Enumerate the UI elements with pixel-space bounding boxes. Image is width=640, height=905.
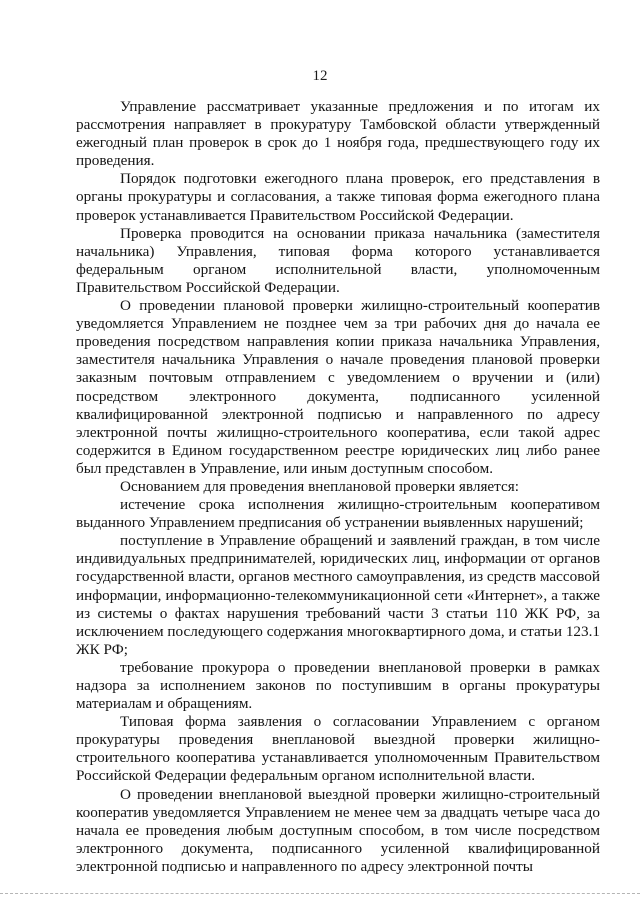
paragraph-inspection-order: Проверка проводится на основании приказа начальника (заместителя начальника) Управления, типовая форма которого устанавливается федеральным органом исполнительной власти, уполномоченным Правительством Российской Федерации. — [76, 224, 600, 296]
paragraph-ground-order-expiry: истечение срока исполнения жилищно-строительным кооперативом выданного Управлением предписания об устранении выявленных нарушений; — [76, 496, 600, 532]
paragraph-planned-inspection-notice: О проведении плановой проверки жилищно-строительный кооператив уведомляется Управлением не позднее чем за три рабочих дня до начала ее проведения посредством направления копии приказа начальника Управления, заместителя начальника Управления о начале проведения плановой проверки заказным почтовым отправлением с уведомлением о вручении и (или) посредством электронного документа, подписанного усиленной квалифицированной электронной подписью и направленного по адресу электронной почты жилищно-строительного кооператива, если такой адрес содержится в Едином государственном реестре юридических лиц либо ранее был представлен в Управление, или иным доступным способом. — [76, 297, 600, 477]
paragraph-application-form: Типовая форма заявления о согласовании Управлением с органом прокуратуры проведения внеплановой выездной проверки жилищно-строительного кооператива устанавливается уполномоченным Правительством Российской Федерации федеральным органом исполнительной власти. — [76, 713, 600, 785]
paragraph-plan-preparation: Порядок подготовки ежегодного плана проверок, его представления в органы прокуратуры и согласования, а также типовая форма ежегодного плана проверок устанавливается Правительством Российской Федерации. — [76, 170, 600, 224]
page-number: 12 — [312, 68, 328, 84]
paragraph-ground-appeals: поступление в Управление обращений и заявлений граждан, в том числе индивидуальных предпринимателей, юридических лиц, информации от органов государственной власти, органов местного самоуправления, из средств массовой информации, информационно-телекоммуникационной сети «Интернет», а также из системы о фактах нарушения требований части 3 статьи 110 ЖК РФ, за исключением последующего содержания многоквартирного дома, и статьи 123.1 ЖК РФ; — [76, 532, 600, 658]
page-bottom-edge — [0, 893, 640, 896]
paragraph-plan-submission: Управление рассматривает указанные предложения и по итогам их рассмотрения направляет в прокуратуру Тамбовской области утвержденный ежегодный план проверок в срок до 1 ноября года, предшествующего году их проведения. — [76, 98, 600, 170]
paragraph-ground-prosecutor: требование прокурора о проведении внеплановой проверки в рамках надзора за исполнением законов по поступившим в органы прокуратуры материалам и обращениям. — [76, 658, 600, 713]
paragraph-unplanned-grounds: Основанием для проведения внеплановой проверки является: — [120, 477, 519, 495]
paragraph-unplanned-notice: О проведении внеплановой выездной проверки жилищно-строительный кооператив уведомляется Управлением не менее чем за двадцать четыре часа до начала ее проведения любым доступным способом, в том числе посредством электронного документа, подписанного усиленной квалифицированной электронной подписью и направленного по адресу электронной почты — [76, 785, 600, 875]
document-body — [76, 98, 600, 876]
